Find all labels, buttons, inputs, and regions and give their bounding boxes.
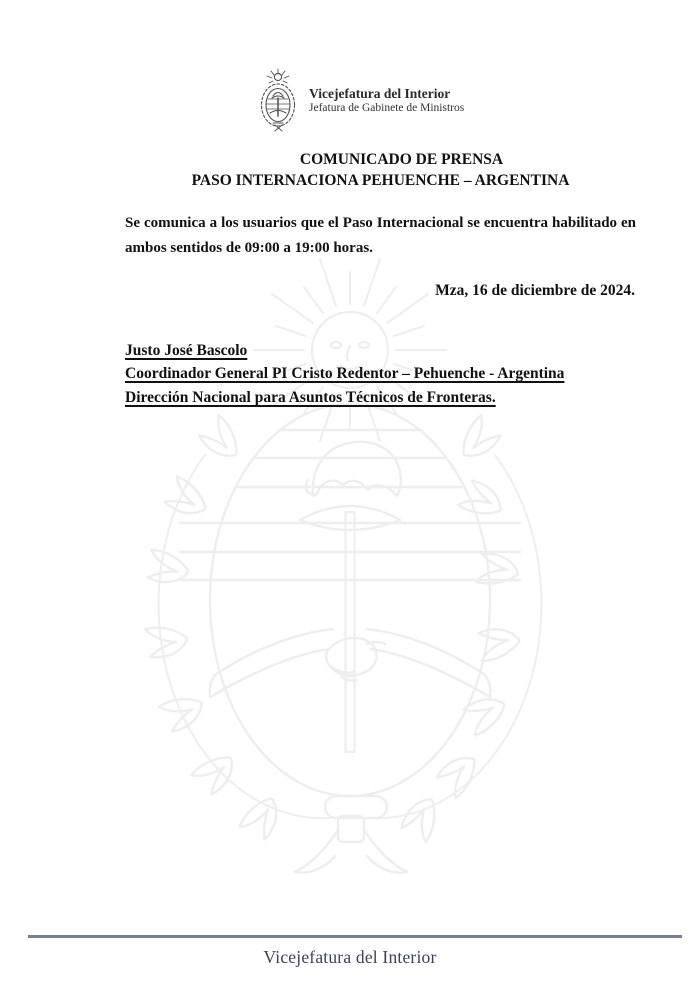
title-line-2: PASO INTERNACIONA PEHUENCHE – ARGENTINA — [191, 172, 570, 189]
org-name: Vicejefatura del Interior — [309, 86, 451, 101]
announcement-paragraph: Se comunica a los usuarios que el Paso Internacional se encuentra habilitado en ambos sentidos de 09:00 a 19:00 horas. — [125, 215, 636, 256]
signer-role: Coordinador General PI Cristo Redentor – Pehuenche - Argentina — [125, 365, 565, 383]
document-title — [125, 149, 636, 191]
footer-text: Vicejefatura del Interior — [263, 947, 437, 967]
signature-block — [125, 339, 645, 409]
coat-of-arms-logo-icon — [253, 68, 303, 132]
header-logo — [253, 68, 464, 132]
signer-name: Justo José Bascolo — [125, 342, 248, 359]
dateline: Mza, 16 de diciembre de 2024. — [435, 282, 635, 299]
title-line-1: COMUNICADO DE PRENSA — [299, 151, 504, 168]
signer-office: Dirección Nacional para Asuntos Técnicos de Fronteras. — [125, 388, 496, 406]
footer-divider — [28, 935, 682, 938]
org-department: Jefatura de Gabinete de Ministros — [309, 102, 465, 114]
